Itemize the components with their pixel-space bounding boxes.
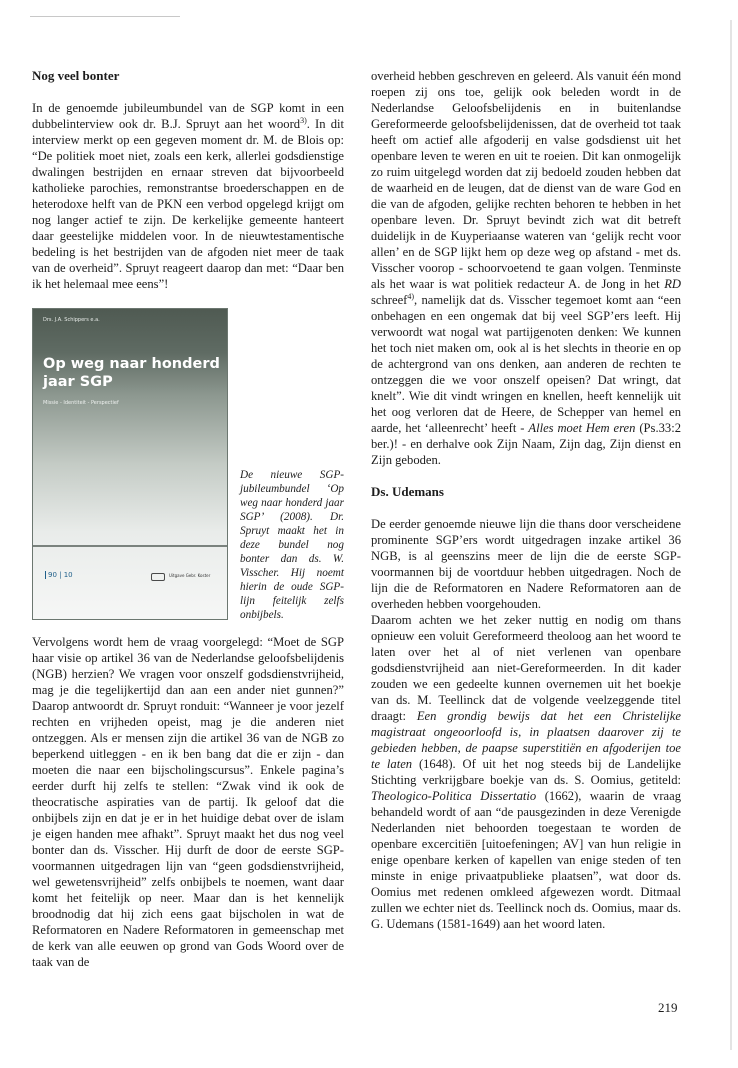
section-heading-ds-udemans: Ds. Udemans — [371, 484, 444, 499]
text-run: schreef — [371, 293, 408, 307]
page-edge-shadow — [730, 20, 732, 1050]
book-figure — [32, 308, 344, 628]
book-authors: Drs. J.A. Schippers e.a. — [43, 317, 100, 323]
header-rule — [30, 16, 180, 17]
rd-abbreviation: RD — [664, 277, 681, 291]
left-paragraph-2: Vervolgens wordt hem de vraag voorgelegd: “Moet de SGP haar visie op artikel 36 van de Nederlandse geloofsbelijdenis (NGB) herzien? We vragen voor onszelf godsdienstvrijheid, mag je die tegelijkertijd dan aan een ander niet gunnen?” Daarop antwoordt dr. Spruyt ronduit: “Wanneer je voor jezelf rechten en vrijheden opeist, mag je die anderen niet ontzeggen. Als er mensen zijn die artikel 36 van de NGB zo beperkend uitleggen - en ik ben bang dat die er zijn - dan moeten die naar een bijscholingscursus”. Enkele pagina’s eerder durft hij zelfs te stellen: “Zwak vind ik ook de theocratische aspiraties van de partij. Ik geloof dat die onbijbels zijn en dat je er in het huidige debat over de islam je eigen handen mee afhakt”. Spruyt maakt het dus nog veel bonter dan ds. Visscher. Hij durft de door de eerste SGP-voormannen uitgedragen lijn van “geen godsdienstvrijheid, wel gewetensvrijheid” zelfs onbijbels te noemen, want daar komt het feitelijk op neer. Maar dan is het kennelijk broodnodig dat hij zich eens gaat bijscholen in wat de Reformatoren en Nadere Reformatoren in gemeenschap met de kerk van alle eeuwen op grond van Gods Woord over de taak van de — [32, 635, 344, 969]
text-run: . In dit interview merkt op een gegeven moment dr. M. de Blois op: “De politiek moet niet, zoals een kerk, allerlei godsdienstige dwalingen bestrijden en ernaar streven dat bijvoorbeeld katholieke parochies, remonstrantse broederschappen en de heterodoxe helft van de PKN een verbod opgelegd krijgt om nog langer actief te zijn. De kerkelijke gemeente hanteert daar geestelijke middelen voor. In de nieuwtestamentische bedeling is het bestrijden van de afgoden niet meer de taak van de overheid”. Spruyt reageert daarop dan met: “Daar ben ik het helemaal mee eens”! — [32, 117, 344, 291]
publisher-logo-icon — [151, 573, 165, 581]
figure-caption: De nieuwe SGP-jubileumbundel ‘Op weg naar honderd jaar SGP’ (2008). Dr. Spruyt maakt het in deze bundel nog bonter dan ds. W. Visscher. Hij noemt hierin de oude SGP-lijn feitelijk zelfs onbijbels. — [240, 469, 344, 621]
page-number: 219 — [658, 1000, 678, 1015]
right-paragraph-1 — [371, 68, 681, 468]
text-run: (Ps.33:2 ber.)! - en derhalve ook Zijn Naam, Zijn dag, Zijn dienst en Zijn geboden. — [371, 421, 681, 467]
oomius-title: Theologico-Politica Dissertatio — [371, 789, 537, 803]
footnote-ref-4: 4) — [407, 291, 415, 301]
text-run: (1648). Of uit het nog steeds bij de Landelijke Stichting verkrijgbare boekje van ds. S. Oomius, getiteld: — [371, 757, 681, 787]
text-run: overheid hebben geschreven en geleerd. Als vanuit één mond roepen zij ons toe, gelijk ook beleden wordt in de Nederlandse Geloofsbelijdenis en in buitenlandse Gereformeerde geloofsbelijdenissen, dat de overheid tot taak heeft om actief alle afgoderij en valse godsdienst uit het openbare leven te weren en uit te roeien. Dit kan onmogelijk zo ruim uitgelegd worden dat zij bedoeld zouden hebben dat de waarheid en de leugen, dat de dienst van de ware God en die van de afgoden, gelijke rechten behoren te hebben in het openbare leven. Dr. Spruyt bevindt zich wat dit betreft duidelijk in de Kuyperiaanse wateren van ‘gelijk recht voor allen’ en de SGP lijkt hem op deze weg op afstand - met ds. Visscher voorop - schoorvoetend te gaan volgen. Tenminste als het waar is wat politiek redacteur A. de Jong in het — [371, 69, 681, 291]
text-run: Daarom achten we het zeker nuttig en nodig om thans opnieuw een voluit Gereformeerd theoloog aan het woord te laten over het al of niet verlenen van openbare godsdienstvrijheid aan niet-Gereformeerden. In dit kader zouden we een gedeelte kunnen overnemen uit het boekje van ds. M. Teellinck dat de volgende veelzeggende titel draagt: — [371, 613, 681, 723]
book-subtitle: Missie - Identiteit - Perspectief — [43, 400, 119, 406]
book-title: Op weg naar honderd jaar SGP — [43, 356, 220, 390]
book-publisher: Uitgave Gebr. Koster — [169, 573, 211, 578]
right-column — [371, 68, 681, 932]
left-column — [32, 68, 344, 970]
psalm-quote: Alles moet Hem eren — [528, 421, 636, 435]
cover-divider — [33, 545, 228, 547]
section-heading-nog-veel-bonter: Nog veel bonter — [32, 68, 120, 83]
text-run: In de genoemde jubileumbundel van de SGP komt in een dubbelinterview ook dr. B.J. Spruyt aan het woord — [32, 101, 344, 131]
teellinck-title: Een grondig bewijs dat het een Christelijke magistraat ongeoorloofd is, in plaatsen daarover zij te gebieden hebben, de paapse superstitiën en afgoderijen toe te laten — [371, 709, 681, 771]
left-paragraph-1 — [32, 100, 344, 292]
text-run: (1662), waarin de vraag behandeld wordt of aan “de pausgezinden in deze Verenigde Nederlanden niet behoorden toegestaan te worden de openbare excercitiën [uitoefeningen; AV] van hun religie in enige openbare kerken of kapellen van enige steden of ten minste in enige privaatpublieke plaatsen”, wat door ds. Oomius met redenen omkleed afgewezen wordt. Ditmaal zullen we echter niet ds. Teellinck noch ds. Oomius, maar ds. G. Udemans (1581-1649) aan het woord laten. — [371, 789, 682, 931]
text-run: , namelijk dat ds. Visscher tegemoet komt aan “een onbehagen en een ongemak dat bij veel SGP’ers leeft. Hij verwoordt wat nogal wat partijgenoten denken: We kunnen het toch niet maken om, ook al is het slechts in theorie en op de achtergrond van ons denken, aan anderen de rechten te ontzeggen die we voor onszelf opeisen? Dat wringt, dat knelt”. Wie dit vindt wringen en knellen, heeft kennelijk uit het oog verloren dat de Heere, de Schepper van hemel en aarde, het ‘alleenrecht’ heeft - — [371, 293, 681, 435]
footnote-ref-3: 3) — [300, 115, 307, 125]
right-paragraph-3 — [371, 612, 681, 932]
right-paragraph-2: De eerder genoemde nieuwe lijn die thans door verscheidene prominente SGP’ers wordt uitgedragen inzake artikel 36 NGB, is al geenszins meer de lijn die de eerste SGP-voormannen bij de voortduur hebben uitgedragen. Noch de lijn die de Reformatoren en Nadere Reformatoren aan de overheden hebben voorgehouden. — [371, 517, 681, 611]
book-number: 90 | 10 — [45, 571, 73, 579]
book-cover-image — [32, 308, 228, 620]
